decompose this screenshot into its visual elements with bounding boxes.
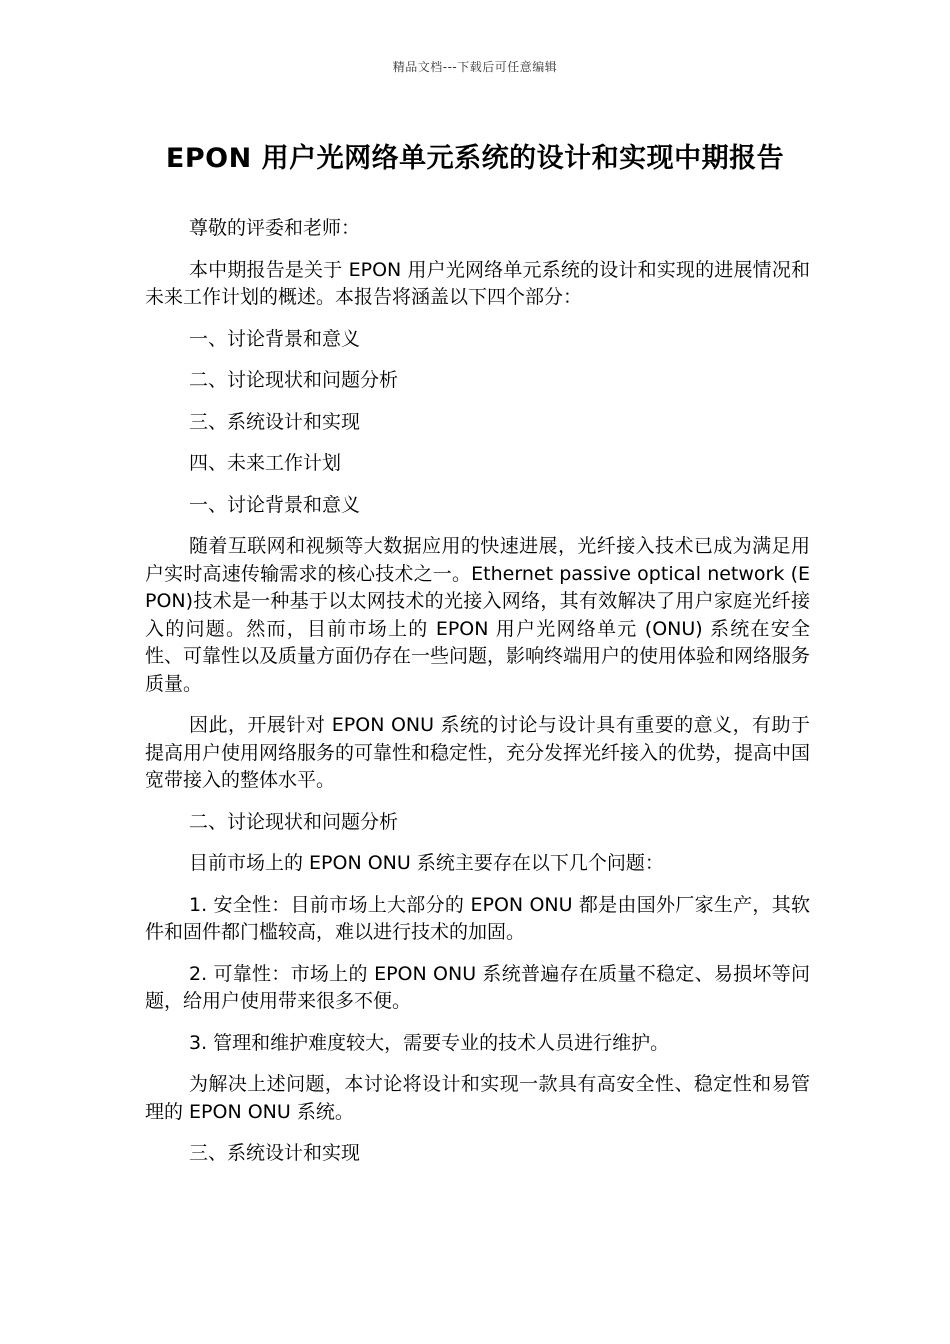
section-heading-2: 二、讨论现状和问题分析 (189, 810, 399, 833)
outline-item-1: 一、讨论背景和意义 (189, 327, 361, 350)
section-heading-3: 三、系统设计和实现 (189, 1142, 361, 1164)
salutation: 尊敬的评委和老师： (189, 217, 361, 239)
document-body (145, 215, 810, 1182)
problem-item-1: 1. 安全性：目前市场上大部分的 EPON ONU 都是由国外厂家生产，其软件和固件都门槛较高，难以进行技术的加固。 (145, 893, 810, 943)
outline-item-4: 四、未来工作计划 (189, 452, 342, 474)
problem-item-2: 2. 可靠性：市场上的 EPON ONU 系统普遍存在质量不稳定、易损坏等问题，给用户使用带来很多不便。 (145, 962, 810, 1012)
problem-item-3: 3. 管理和维护难度较大，需要专业的技术人员进行维护。 (189, 1031, 670, 1054)
intro-paragraph: 本中期报告是关于 EPON 用户光网络单元系统的设计和实现的进展情况和未来工作计划的概述。本报告将涵盖以下四个部分： (145, 258, 810, 308)
document-title: EPON 用户光网络单元系统的设计和实现中期报告 (165, 143, 785, 174)
section-heading-1: 一、讨论背景和意义 (189, 493, 361, 516)
header-note: 精品文档---下载后可任意编辑 (392, 60, 558, 74)
problems-intro: 目前市场上的 EPON ONU 系统主要存在以下几个问题： (189, 852, 664, 874)
outline-item-3: 三、系统设计和实现 (189, 410, 361, 433)
outline-item-2: 二、讨论现状和问题分析 (189, 369, 399, 391)
solution-paragraph: 为解决上述问题，本讨论将设计和实现一款具有高安全性、稳定性和易管理的 EPON ONU 系统。 (145, 1073, 810, 1123)
significance-paragraph: 因此，开展针对 EPON ONU 系统的讨论与设计具有重要的意义，有助于提高用户使用网络服务的可靠性和稳定性，充分发挥光纤接入的优势，提高中国宽带接入的整体水平。 (145, 714, 811, 791)
background-paragraph: 随着互联网和视频等大数据应用的快速进展，光纤接入技术已成为满足用户实时高速传输需求的核心技术之一。Ethernet passive optical network (EPON)技术是一种基于以太网技术的光接入网络，其有效解决了用户家庭光纤接入的问题。然而，目前市场上的 EPON 用户光网络单元 (ONU) 系统在安全性、可靠性以及质量方面仍存在一些问题，影响终端用户的使用体验和网络服务质量。 (145, 535, 811, 695)
